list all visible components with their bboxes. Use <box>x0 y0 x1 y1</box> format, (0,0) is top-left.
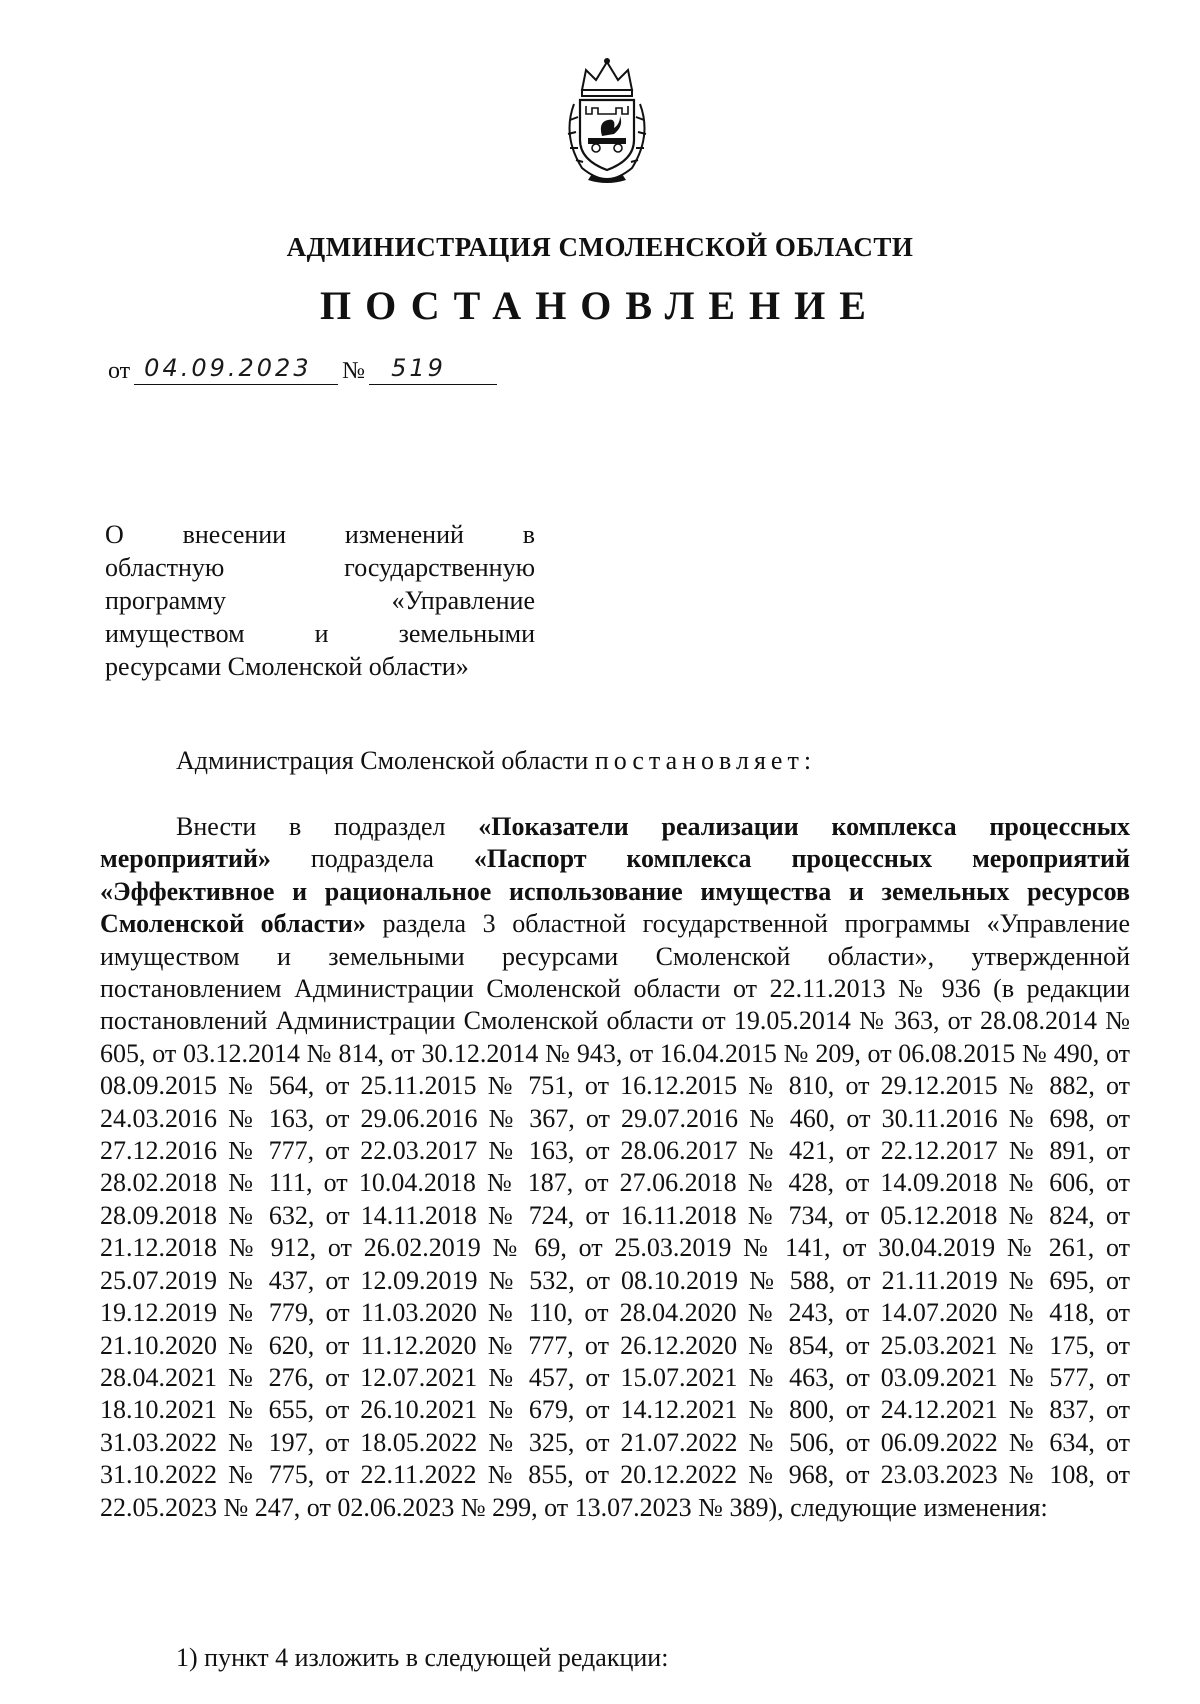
subject-block <box>105 518 535 683</box>
number-blank <box>369 354 497 385</box>
body-bold-subsection: «Показатели реализации комплекса процессных мероприятий» <box>100 812 1131 874</box>
decree-statement <box>176 746 816 776</box>
item-1: 1) пункт 4 изложить в следующей редакции: <box>176 1643 669 1672</box>
number-handwritten: 519 <box>391 354 446 382</box>
body-paragraph <box>100 811 1130 1524</box>
decree-verb: постановляет: <box>594 746 817 775</box>
document-type-title: ПОСТАНОВЛЕНИЕ <box>320 283 880 328</box>
body-rest: раздела 3 областной государственной программы «Управление имуществом и земельными ресурсами Смоленской области», утвержденной постановлением Администрации Смоленской области от 22.11.2013 № 936 (в редакции постановлений Администрации Смоленской области от 19.05.2014 № 363, от 28.08.2014 № 605, от 03.12.2014 № 814, от 30.12.2014 № 943, от 16.04.2015 № 209, от 06.08.2015 № 490, от 08.09.2015 № 564, от 25.11.2015 № 751, от 16.12.2015 № 810, от 29.12.2015 № 882, от 24.03.2016 № 163, от 29.06.2016 № 367, от 29.07.2016 № 460, от 30.11.2016 № 698, от 27.12.2016 № 777, от 22.03.2017 № 163, от 28.06.2017 № 421, от 22.12.2017 № 891, от 28.02.2018 № 111, от 10.04.2018 № 187, от 27.06.2018 № 428, от 14.09.2018 № 606, от 28.09.2018 № 632, от 14.11.2018 № 724, от 16.11.2018 № 734, от 05.12.2018 № 824, от 21.12.2018 № 912, от 26.02.2019 № 69, от 25.03.2019 № 141, от 30.04.2019 № 261, от 25.07.2019 № 437, от 12.09.2019 № 532, от 08.10.2019 № 588, от 21.11.2019 № 695, от 19.12.2019 № 779, от 11.03.2020 № 110, от 28.04.2020 № 243, от 14.07.2020 № 418, от 21.10.2020 № 620, от 11.12.2020 № 777, от 26.12.2020 № 854, от 25.03.2021 № 175, от 28.04.2021 № 276, от 12.07.2021 № 457, от 15.07.2021 № 463, от 03.09.2021 № 577, от 18.10.2021 № 655, от 26.10.2021 № 679, от 14.12.2021 № 800, от 24.12.2021 № 837, от 31.03.2022 № 197, от 18.05.2022 № 325, от 21.07.2022 № 506, от 06.09.2022 № 634, от 31.10.2022 № 775, от 22.11.2022 № 855, от 20.12.2022 № 968, от 23.03.2023 № 108, от 22.05.2023 № 247, от 02.06.2023 № 299, от 13.07.2023 № 389), следующие изменения: <box>100 909 1130 1522</box>
number-prefix: № <box>342 358 366 384</box>
date-number-line <box>108 354 501 385</box>
decree-body <box>100 811 1130 1524</box>
date-handwritten: 04.09.2023 <box>144 354 312 382</box>
body-mid: подраздела <box>310 844 434 874</box>
date-blank <box>134 354 338 385</box>
body-bold-passport: «Паспорт комплекса процессных мероприятий «Эффективное и рациональное использование имущества и земельных ресурсов Смоленской области» <box>100 844 1130 939</box>
subject-line: ресурсами Смоленской области» <box>105 652 469 681</box>
subject-line: имуществом и земельными <box>105 619 535 648</box>
subject-line: О внесении изменений в <box>105 520 535 549</box>
organization-name: АДМИНИСТРАЦИЯ СМОЛЕНСКОЙ ОБЛАСТИ <box>286 232 914 262</box>
body-intro: Внести в подраздел <box>176 812 446 841</box>
subject-line: областную государственную <box>105 553 535 582</box>
coat-of-arms-emblem <box>552 56 662 184</box>
decree-lead: Администрация Смоленской области <box>176 746 589 775</box>
date-prefix: от <box>108 358 131 384</box>
subject-line: программу «Управление <box>105 586 535 615</box>
